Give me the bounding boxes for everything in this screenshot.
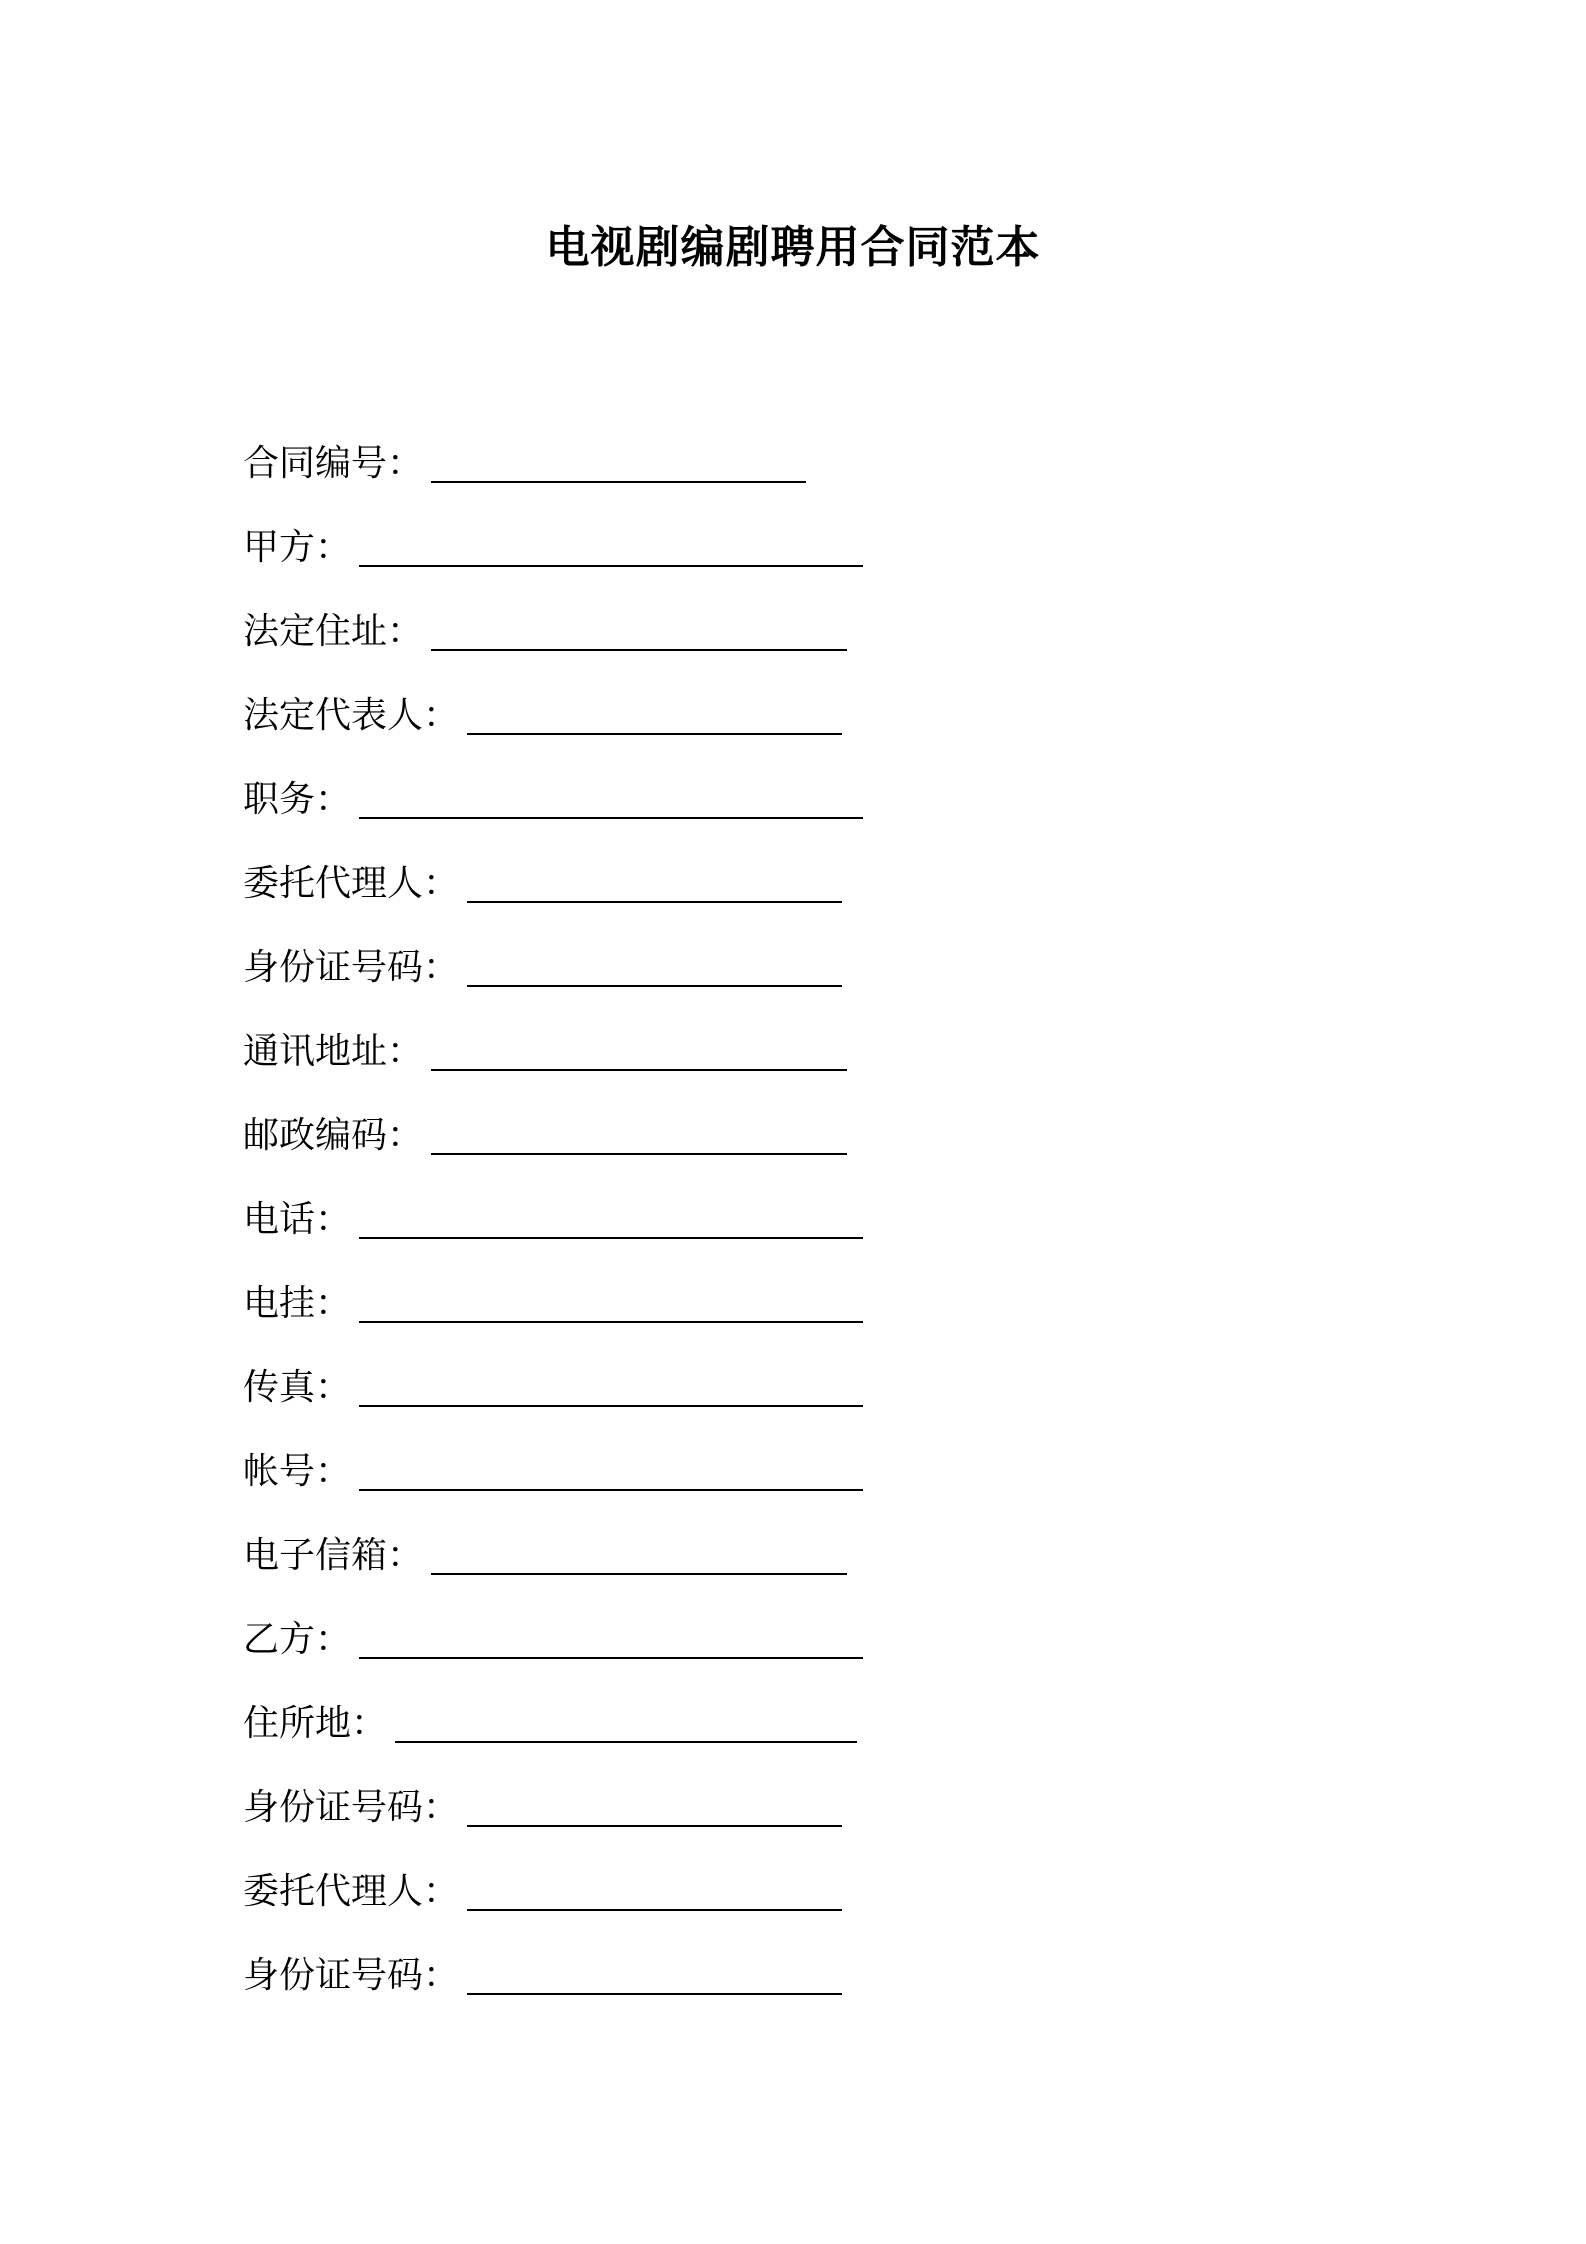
blank-line: [467, 863, 842, 903]
field-label: 身份证号码：: [243, 1787, 460, 1828]
field-account: [243, 1413, 1243, 1497]
blank-line: [431, 1535, 847, 1575]
field-label: 甲方：: [243, 527, 352, 568]
field-email: [243, 1497, 1243, 1581]
blank-line: [431, 611, 847, 651]
field-party-b: [243, 1581, 1243, 1665]
blank-line: [395, 1703, 857, 1743]
field-label: 邮政编码：: [243, 1115, 424, 1156]
field-label: 通讯地址：: [243, 1031, 424, 1072]
blank-line: [467, 1871, 842, 1911]
field-party-a: [243, 489, 1243, 573]
contract-fields: [243, 405, 1243, 2001]
field-label: 电子信箱：: [243, 1535, 424, 1576]
field-label: 电话：: [243, 1199, 352, 1240]
field-postal-code: [243, 1077, 1243, 1161]
field-label: 职务：: [243, 779, 352, 820]
field-id-number-b: [243, 1749, 1243, 1833]
blank-line: [431, 443, 806, 483]
field-label: 帐号：: [243, 1451, 352, 1492]
blank-line: [467, 947, 842, 987]
field-label: 住所地：: [243, 1703, 388, 1744]
field-agent: [243, 825, 1243, 909]
blank-line: [359, 527, 863, 567]
blank-line: [467, 1787, 842, 1827]
field-fax: [243, 1329, 1243, 1413]
field-label: 身份证号码：: [243, 947, 460, 988]
blank-line: [359, 779, 863, 819]
field-residence: [243, 1665, 1243, 1749]
field-agent-b: [243, 1833, 1243, 1917]
field-mailing-address: [243, 993, 1243, 1077]
blank-line: [359, 1619, 863, 1659]
field-telegraph: [243, 1245, 1243, 1329]
field-position: [243, 741, 1243, 825]
field-label: 委托代理人：: [243, 863, 460, 904]
field-label: 法定代表人：: [243, 695, 460, 736]
blank-line: [359, 1451, 863, 1491]
field-label: 法定住址：: [243, 611, 424, 652]
field-label: 乙方：: [243, 1619, 352, 1660]
blank-line: [467, 1955, 842, 1995]
field-legal-address: [243, 573, 1243, 657]
blank-line: [359, 1199, 863, 1239]
field-label: 委托代理人：: [243, 1871, 460, 1912]
field-label: 传真：: [243, 1367, 352, 1408]
field-contract-number: [243, 405, 1243, 489]
blank-line: [467, 695, 842, 735]
field-label: 电挂：: [243, 1283, 352, 1324]
field-label: 合同编号：: [243, 443, 424, 484]
blank-line: [359, 1367, 863, 1407]
field-id-number: [243, 909, 1243, 993]
field-legal-representative: [243, 657, 1243, 741]
field-agent-id-number-b: [243, 1917, 1243, 2001]
field-label: 身份证号码：: [243, 1955, 460, 1996]
field-phone: [243, 1161, 1243, 1245]
document-title: 电视剧编剧聘用合同范本: [545, 222, 1041, 273]
blank-line: [431, 1115, 847, 1155]
blank-line: [431, 1031, 847, 1071]
blank-line: [359, 1283, 863, 1323]
